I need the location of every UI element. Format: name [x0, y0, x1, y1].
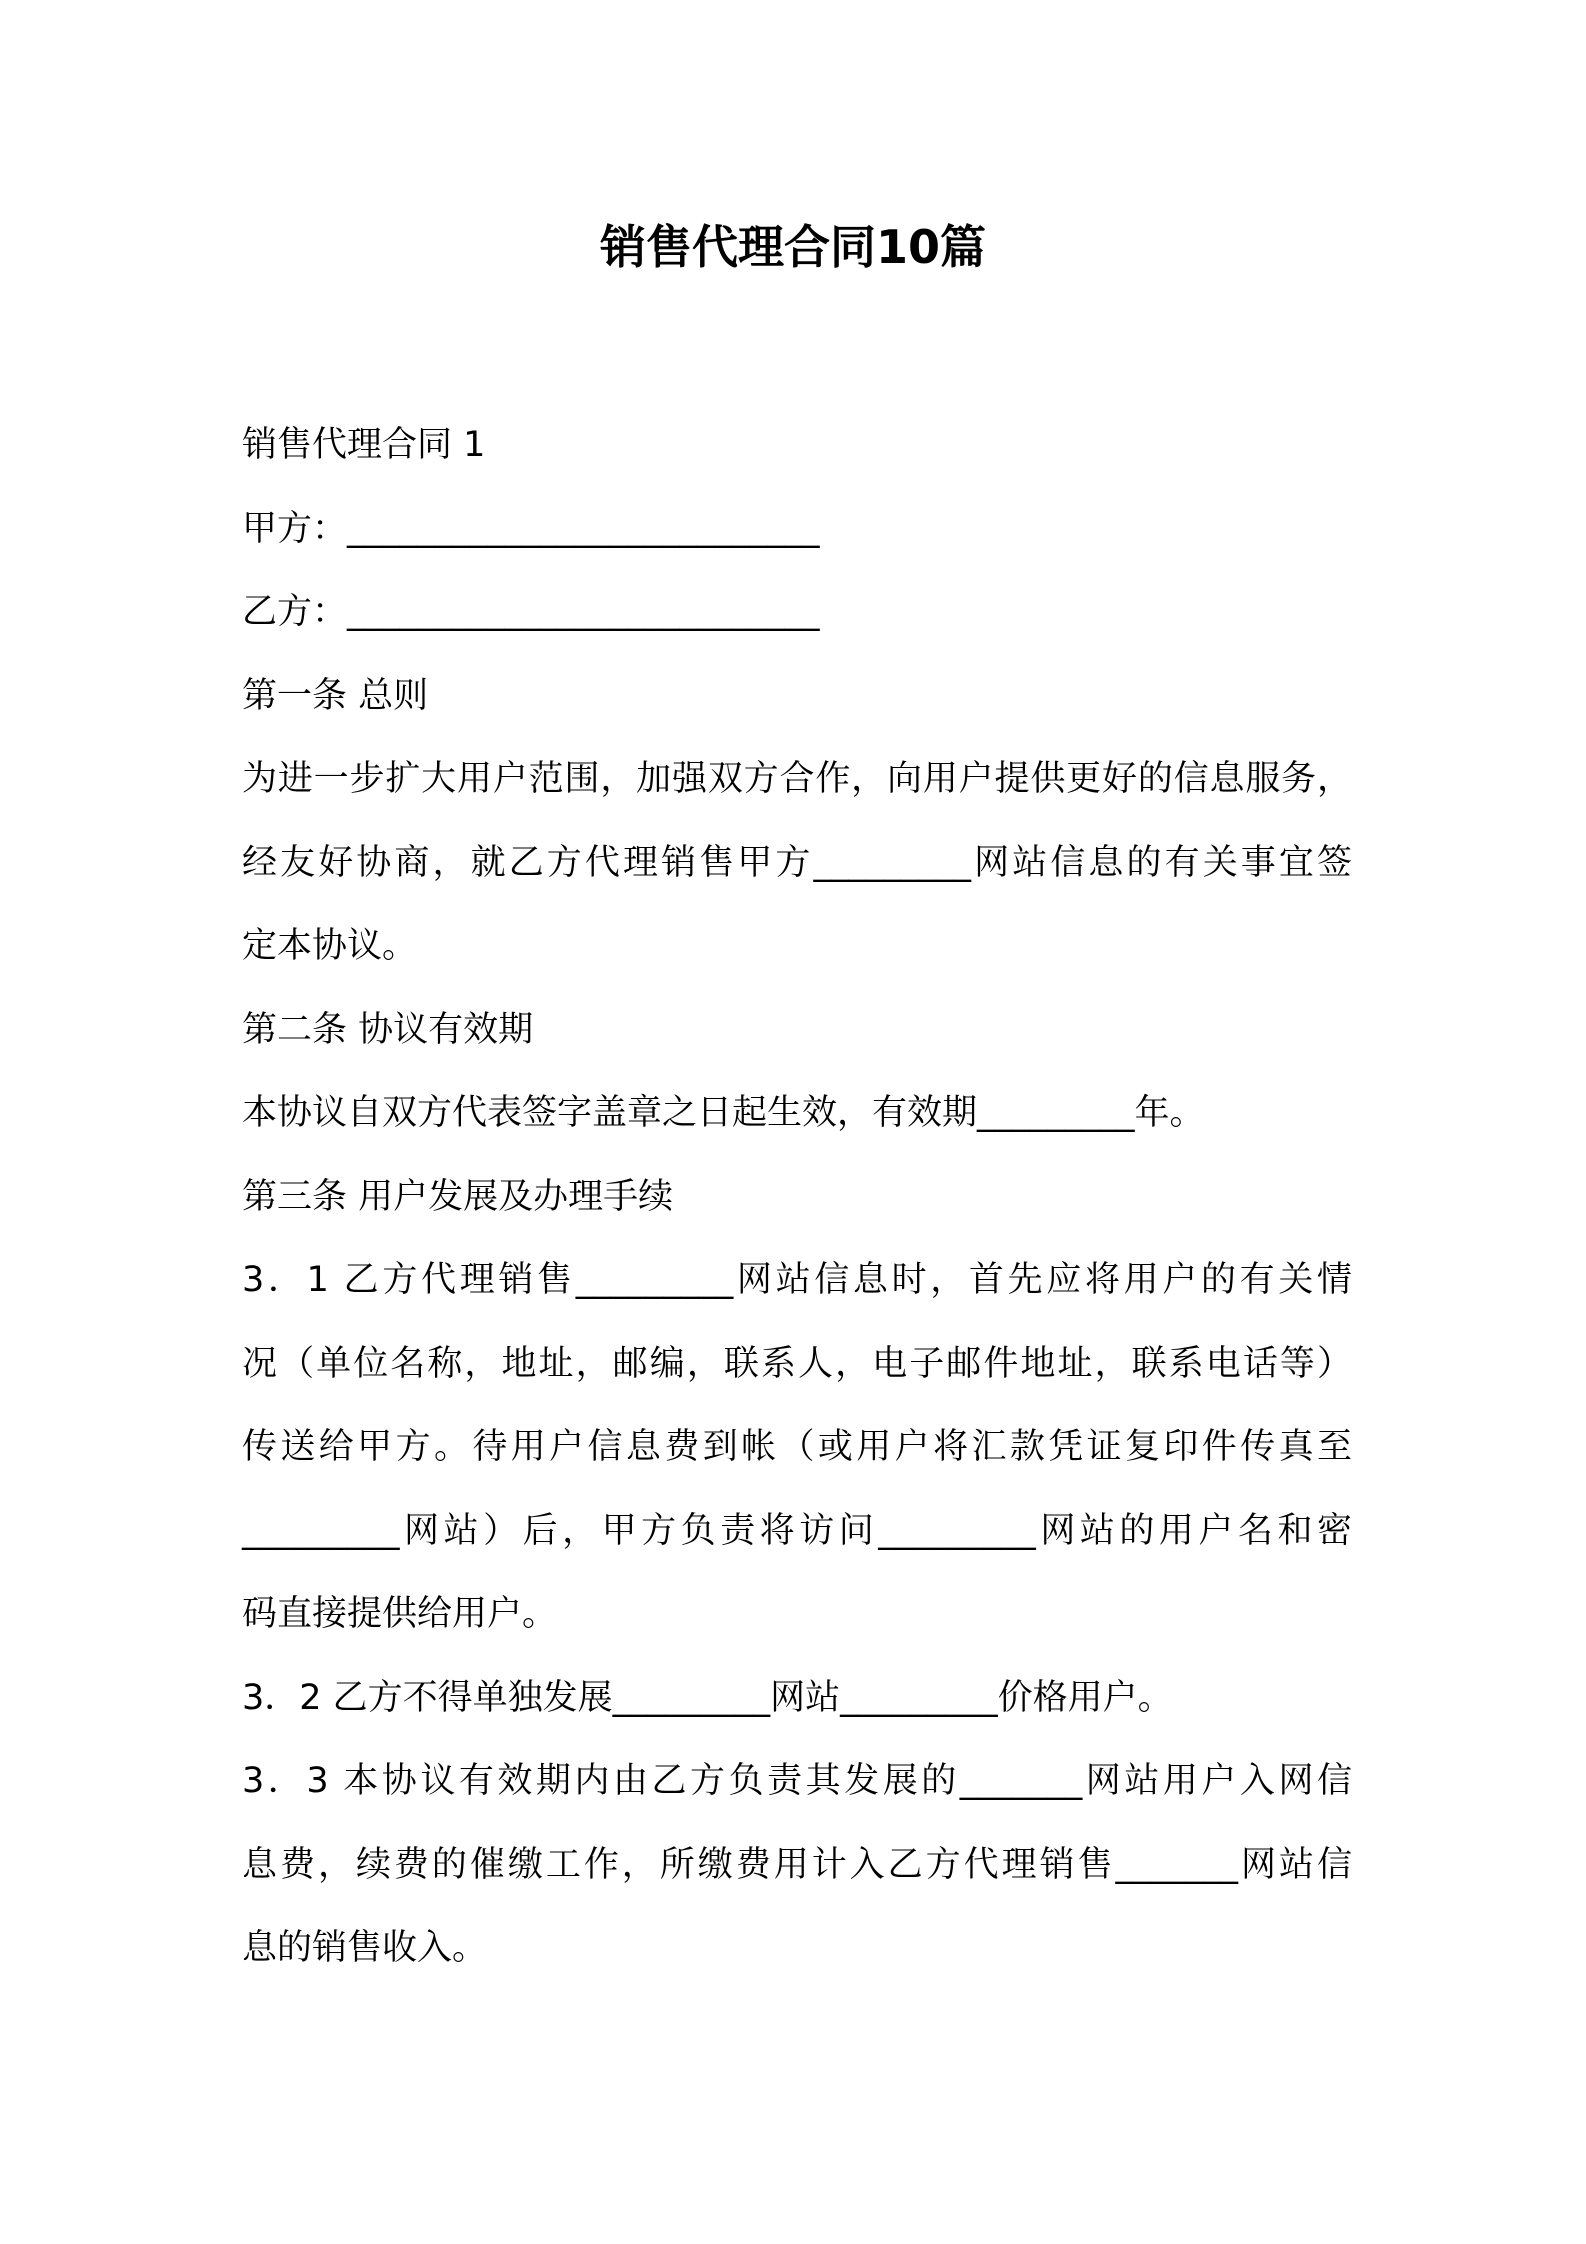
article-1-text-line: 定本协议。 [242, 926, 418, 966]
article-2-text-line: 本协议自双方代表签字盖章之日起生效，有效期_________年。 [242, 1093, 1205, 1133]
clause-3-2-line: 3．2 乙方不得单独发展_________网站_________价格用户。 [242, 1677, 1173, 1718]
article-1-heading: 第一条 总则 [242, 675, 429, 716]
clause-3-1-line: 码直接提供给用户。 [242, 1594, 558, 1634]
contract-heading: 销售代理合同 1 [242, 425, 486, 465]
party-a-line: 甲方：___________________________ [242, 508, 820, 549]
clause-3-3-line: 3．3 本协议有效期内由乙方负责其发展的_______网站用户入网信 [242, 1761, 1352, 1801]
clause-3-1-line: 传送给甲方。待用户信息费到帐（或用户将汇款凭证复印件传真至 [242, 1427, 1352, 1467]
document-title: 销售代理合同10篇 [599, 220, 986, 274]
clause-3-3-line: 息费，续费的催缴工作，所缴费用计入乙方代理销售_______网站信 [242, 1844, 1352, 1885]
clause-3-1-line: _________网站）后，甲方负责将访问_________网站的用户名和密 [242, 1510, 1352, 1551]
clause-3-1-line: 3．1 乙方代理销售_________网站信息时，首先应将用户的有关情 [242, 1260, 1352, 1300]
clause-3-3-line: 息的销售收入。 [242, 1928, 488, 1968]
party-b-line: 乙方：___________________________ [242, 592, 820, 632]
article-1-text-line: 为进一步扩大用户范围，加强双方合作，向用户提供更好的信息服务， [242, 759, 1352, 799]
clause-3-1-line: 况（单位名称，地址，邮编，联系人，电子邮件地址，联系电话等） [242, 1343, 1352, 1384]
article-3-heading: 第三条 用户发展及办理手续 [242, 1176, 674, 1217]
document-body [242, 404, 1352, 1991]
article-1-text-line: 经友好协商，就乙方代理销售甲方_________网站信息的有关事宜签 [242, 842, 1352, 883]
article-2-heading: 第二条 协议有效期 [242, 1009, 534, 1050]
